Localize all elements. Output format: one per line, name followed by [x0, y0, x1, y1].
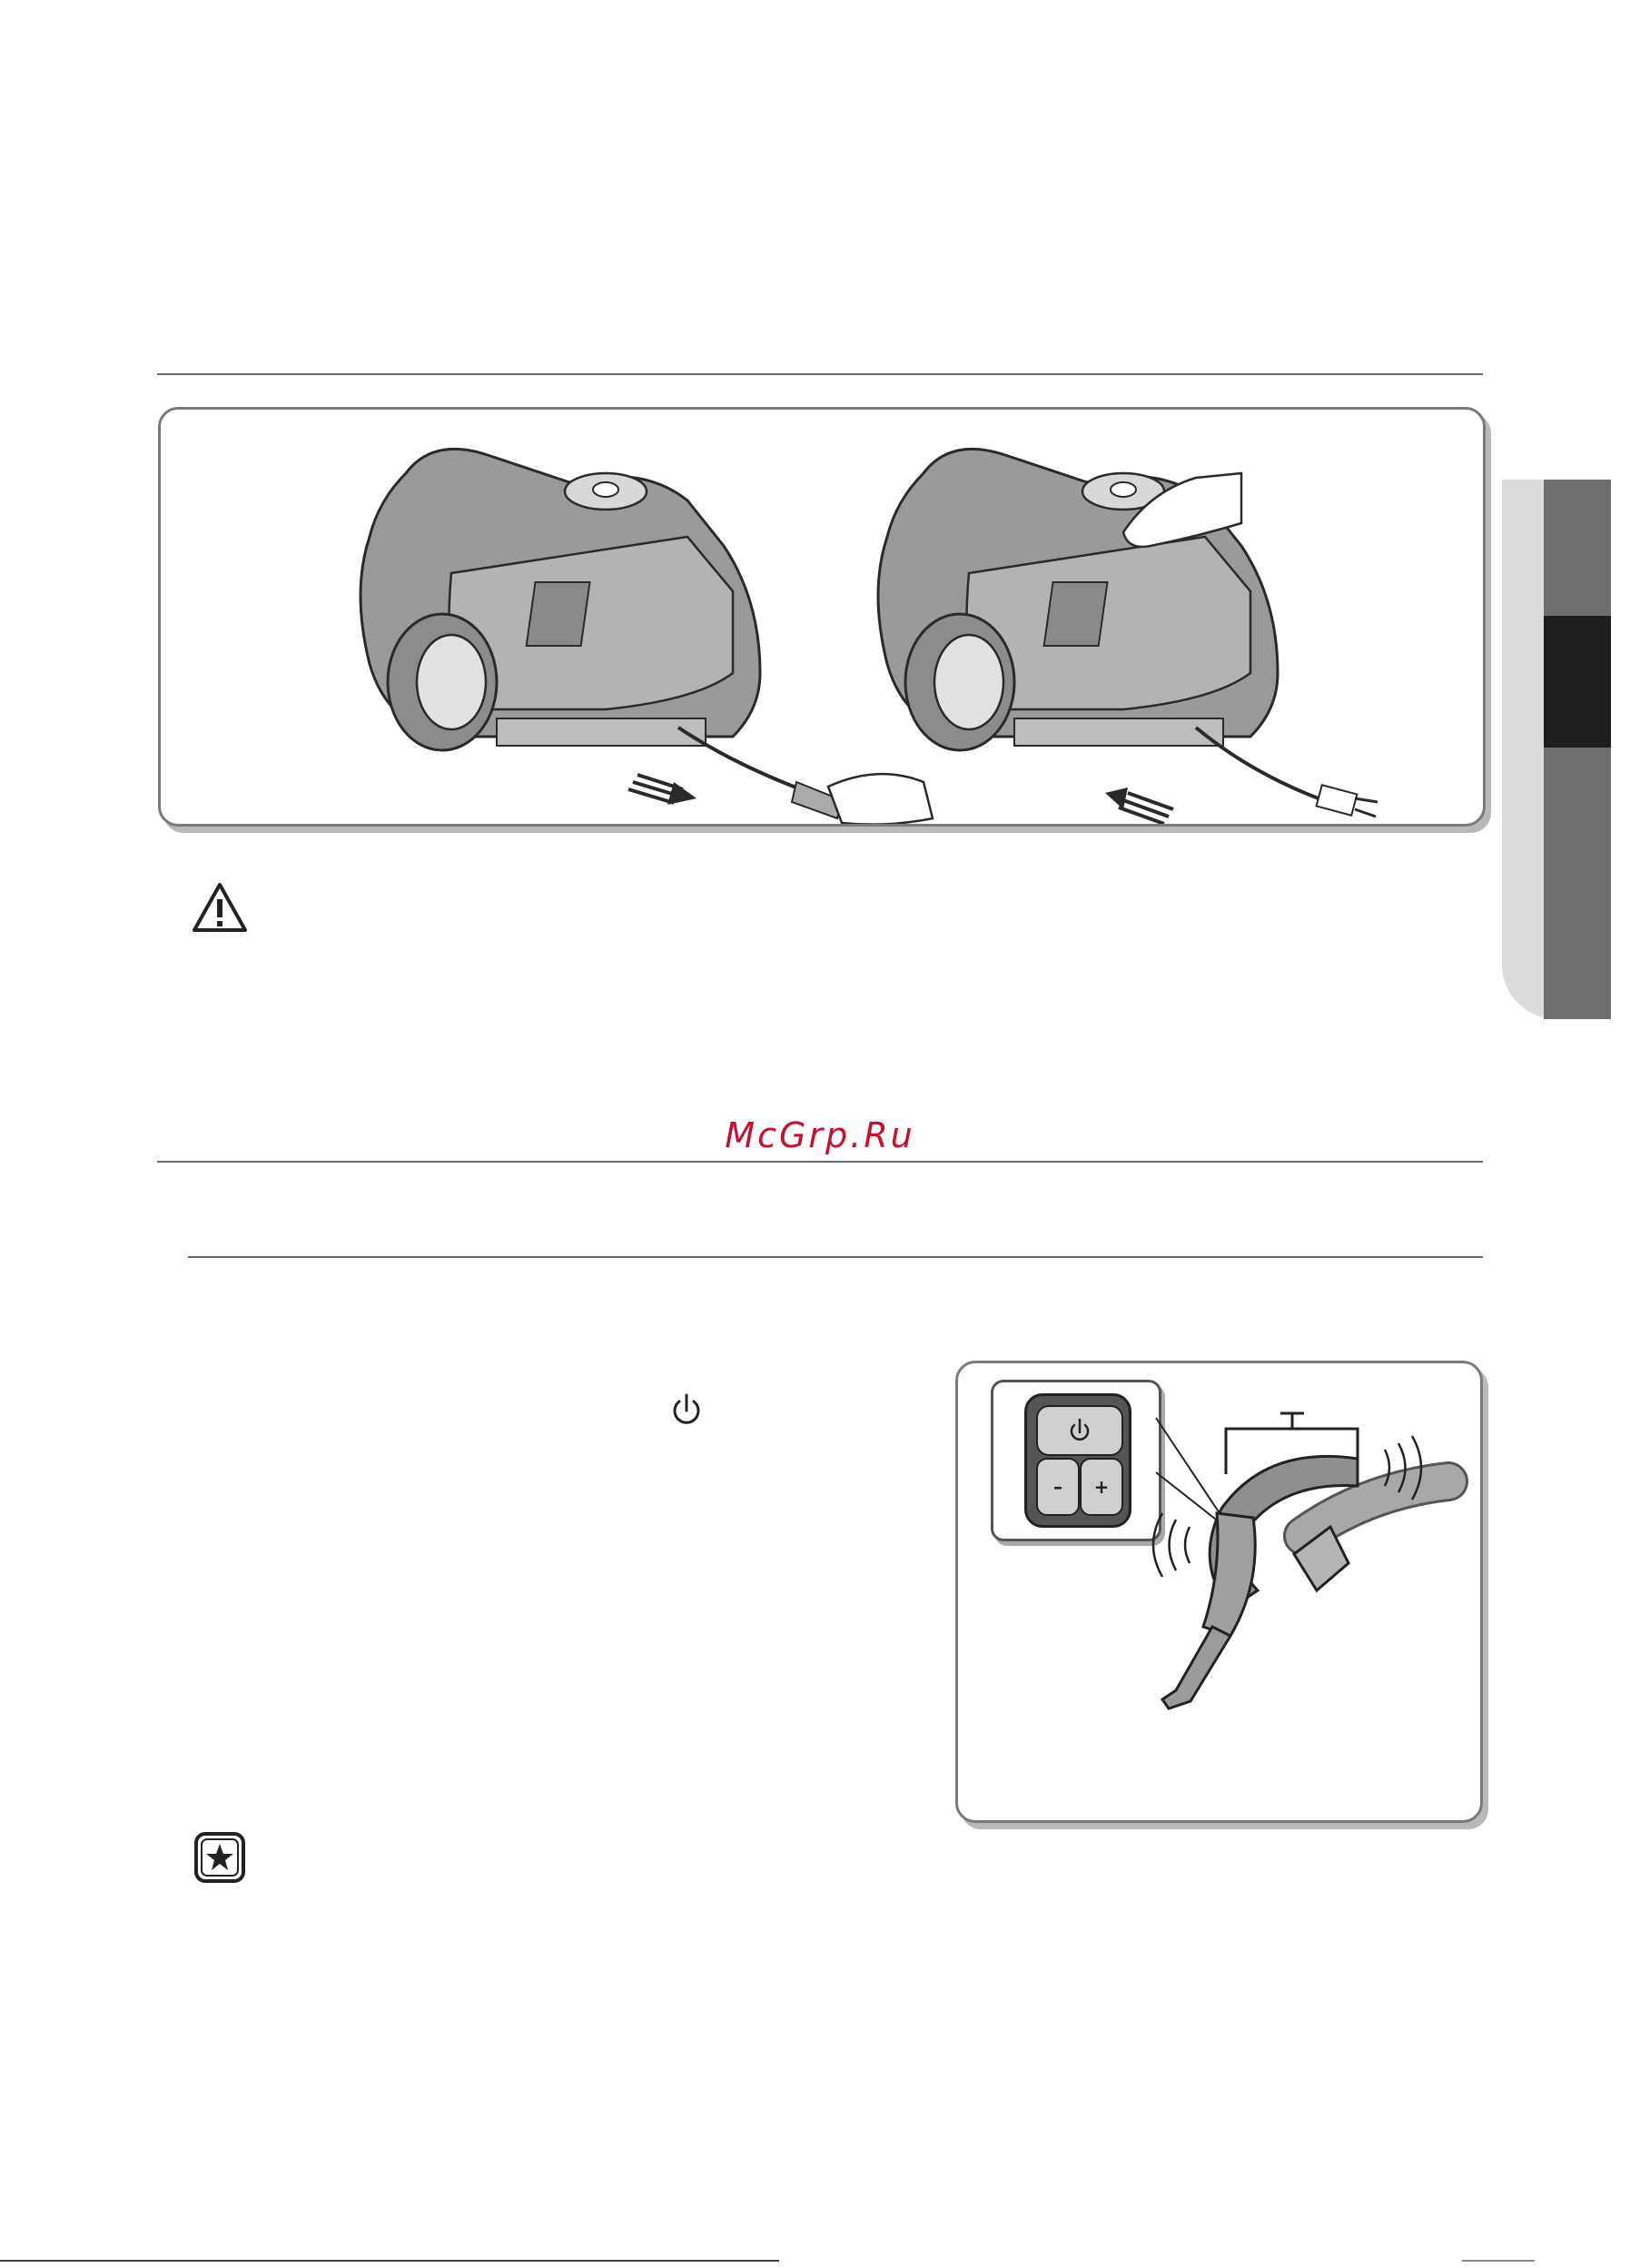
chapter-tab-active: [1544, 616, 1611, 748]
section-rule-middle: [157, 1161, 1483, 1163]
remote-minus-button: –: [1036, 1458, 1080, 1516]
cord-illustration: [161, 410, 1483, 824]
remote-plus-button: +: [1080, 1458, 1123, 1516]
cord-illustration-panel: [158, 407, 1486, 827]
vacuum-cleaner-retract: [878, 449, 1378, 824]
section-rule-top: [157, 373, 1483, 375]
warning-triangle-icon: [191, 881, 249, 937]
power-icon: [670, 1392, 703, 1434]
remote-control-panel: [955, 1361, 1483, 1823]
chapter-tab-mid-upper: [1544, 480, 1611, 616]
chapter-tab-mid-lower: [1544, 748, 1611, 1019]
footer-rule: [0, 2260, 779, 2262]
hose-handle-illustration: [958, 1363, 1480, 1820]
subsection-rule: [188, 1256, 1483, 1258]
star-note-icon: [193, 1831, 246, 1887]
footer-rule-right: [1462, 2260, 1535, 2262]
watermark: McGrp.Ru: [725, 1115, 915, 1155]
vacuum-cleaner-pull-out: [361, 449, 933, 824]
